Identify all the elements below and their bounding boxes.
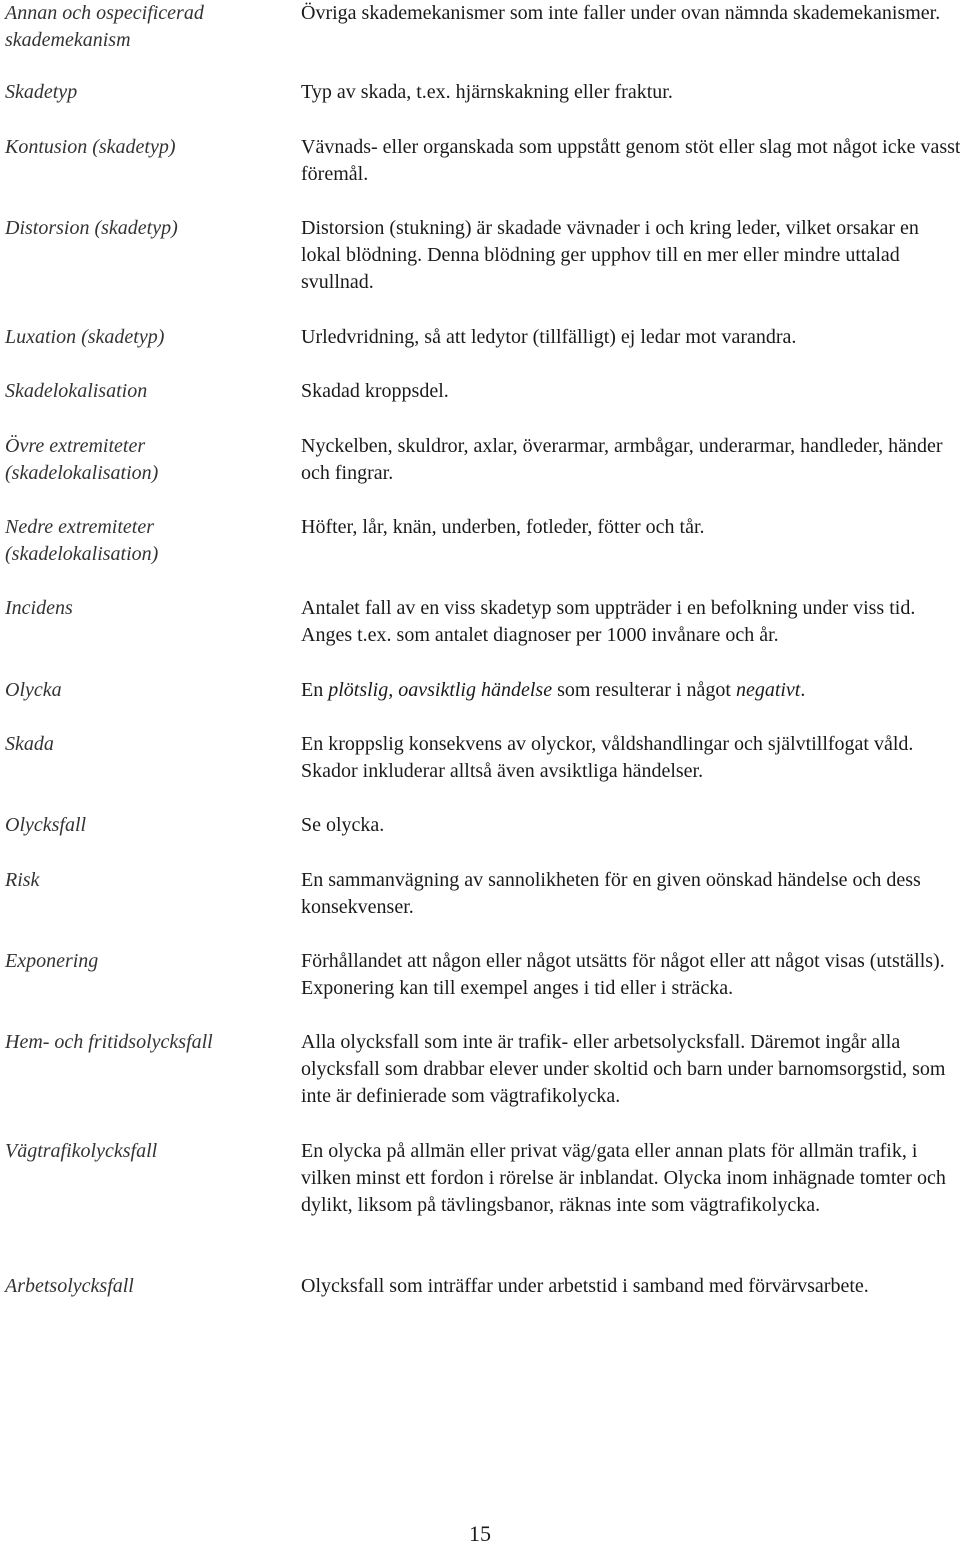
definition-annan-och-ospecificerad-skademekanism: Övriga skademekanismer som inte faller under ovan nämnda skademekanismer. (301, 2, 941, 24)
definition-emphasis: plötslig, oavsiktlig händelse (328, 679, 553, 701)
definition-distorsion: Distorsion (stukning) är skadade vävnader i och kring leder, vilket orsakar en lokal blödning. Denna blödning ger upphov till en mer eller mindre uttalad svullnad. (301, 217, 919, 293)
term-exponering: Exponering (5, 950, 99, 972)
term-incidens: Incidens (5, 597, 73, 619)
definition-skadetyp: Typ av skada, t.ex. hjärnskakning eller fraktur. (301, 81, 673, 103)
definition-ovre-extremiteter: Nyckelben, skuldror, axlar, överarmar, armbågar, underarmar, handleder, händer och fingrar. (301, 435, 943, 484)
definition-text: . (800, 679, 806, 701)
definition-vagtrafikolycksfall: En olycka på allmän eller privat väg/gata eller annan plats för allmän trafik, i vilken minst ett fordon i rörelse är inblandat. Olycka inom inhägnade tomter och dylikt, liksom på tävlingsbanor, räknas inte som vägtrafikolycka. (301, 1140, 946, 1216)
definition-emphasis: negativt (735, 679, 801, 701)
definition-kontusion: Vävnads- eller organskada som uppstått genom stöt eller slag mot något icke vasst föremål. (301, 136, 960, 185)
definition-arbetsolycksfall: Olycksfall som inträffar under arbetstid i samband med förvärvsarbete. (301, 1275, 869, 1297)
definition-skada: En kroppslig konsekvens av olyckor, våldshandlingar och självtillfogat våld. Skador inkluderar alltså även avsiktliga händelser. (301, 733, 914, 782)
term-risk: Risk (5, 869, 40, 891)
term-ovre-extremiteter: Övre extremiteter (skadelokalisation) (5, 435, 159, 484)
definition-hem-och-fritidsolycksfall: Alla olycksfall som inte är trafik- eller arbetsolycksfall. Däremot ingår alla olycksfall som drabbar elever under skoltid och barn under barnomsorgstid, som inte är definierade som vägtrafikolycka. (301, 1031, 946, 1107)
definition-exponering: Förhållandet att någon eller något utsätts för något eller att något visas (utställs). Exponering kan till exempel anges i tid eller i sträcka. (301, 950, 945, 999)
term-olycksfall: Olycksfall (5, 814, 87, 836)
definition-text: En (301, 679, 329, 701)
definition-olycksfall: Se olycka. (301, 814, 385, 836)
definition-olycka (301, 677, 960, 704)
term-nedre-extremiteter: Nedre extremiteter (skadelokalisation) (5, 516, 159, 565)
term-arbetsolycksfall: Arbetsolycksfall (5, 1275, 134, 1297)
definition-incidens: Antalet fall av en viss skadetyp som uppträder i en befolkning under viss tid. Anges t.ex. som antalet diagnoser per 1000 invånare och år. (301, 597, 916, 646)
term-annan-och-ospecificerad-skademekanism: Annan och ospecificerad skademekanism (5, 2, 204, 51)
term-vagtrafikolycksfall: Vägtrafikolycksfall (5, 1140, 158, 1162)
term-skadetyp: Skadetyp (5, 81, 78, 103)
term-skada: Skada (5, 733, 54, 755)
term-luxation: Luxation (skadetyp) (5, 326, 165, 348)
definition-luxation: Urledvridning, så att ledytor (tillfälligt) ej ledar mot varandra. (301, 326, 797, 348)
term-kontusion: Kontusion (skadetyp) (5, 136, 176, 158)
term-distorsion: Distorsion (skadetyp) (5, 217, 178, 239)
term-olycka: Olycka (5, 679, 62, 701)
term-skadelokalisation: Skadelokalisation (5, 380, 148, 402)
definition-nedre-extremiteter: Höfter, lår, knän, underben, fotleder, fötter och tår. (301, 516, 705, 538)
page-number: 15 (469, 1521, 491, 1546)
definition-text: som resulterar i något (552, 679, 736, 701)
definition-risk: En sammanvägning av sannolikheten för en given oönskad händelse och dess konsekvenser. (301, 869, 921, 918)
definition-skadelokalisation: Skadad kroppsdel. (301, 380, 449, 402)
term-hem-och-fritidsolycksfall: Hem- och fritidsolycksfall (5, 1031, 213, 1053)
